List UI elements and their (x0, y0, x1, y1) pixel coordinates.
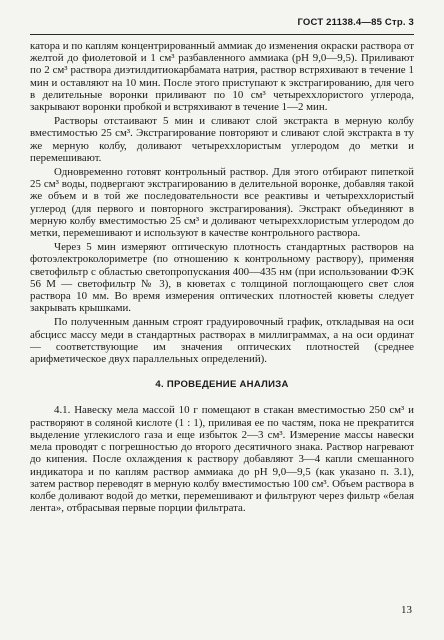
page-number: 13 (401, 604, 412, 616)
header-rule (30, 34, 414, 35)
document-header: ГОСТ 21138.4—85 Стр. 3 (297, 17, 414, 28)
paragraph-calibration-graph: По полученным данным строят градуировочный график, откладывая на оси абсцисс массу меди в стандартных растворах в миллиграммах, а на оси ординат — соответствующие им значения оптических плотностей (среднее арифметическое двух параллельных определений). (30, 316, 414, 366)
paragraph-optical-density: Через 5 мин измеряют оптическую плотность стандартных растворов на фотоэлектроколориметре (по отношению к контрольному раствору), применяя светофильтр с областью светопропускания 400—435 нм (при использовании ФЭК 56 М — светофильтр № 3), в кюветах с толщиной поглощающего свет слоя раствора 10 мм. Во время измерения оптических плотностей кюветы следует закрывать крышками. (30, 241, 414, 315)
paragraph-analysis-4-1: 4.1. Навеску мела массой 10 г помещают в стакан вместимостью 250 см³ и растворяют в соляной кислоте (1 : 1), приливая ее по частям, пока не прекратится выделение углекислого газа и еще избыток 2—3 см³. Измерение массы навески мела проводят с погрешностью до второго десятичного знака. Раствор нагревают до кипения. После охлаждения к раствору добавляют 3—4 капли смешанного индикатора и по каплям раствор аммиака до pH 9,0—9,5 (как указано п. 3.1), затем раствор переводят в мерную колбу вместимостью 100 см³. Объем раствора в колбе доливают водой до метки, перемешивают и фильтруют через фильтр «белая лента», отбрасывая первые порции фильтрата. (30, 404, 414, 515)
paragraph-settling: Растворы отстаивают 5 мин и сливают слой экстракта в мерную колбу вместимостью 25 см³. Экстрагирование повторяют и сливают слой экстракта в ту же мерную колбу, доливают четыреххлористым углеродом до метки и перемешивают. (30, 115, 414, 164)
paragraph-continuation: катора и по каплям концентрированный аммиак до изменения окраски раствора от желтой до фиолетовой и 1 см³ разбавленного аммиака (pH 9,0—9,5). Приливают по 2 см³ раствора диэтилдитиокарбамата натрия, раствор встряхивают в течение 1 мин и оставляют на 10 мин. После этого приступают к экстрагированию, для чего в делительные воронки приливают по 10 см³ четыреххлористого углерода, закрывают воронки пробкой и встряхивают в течение 1—2 мин. (30, 40, 414, 114)
section-heading: 4. ПРОВЕДЕНИЕ АНАЛИЗА (155, 379, 289, 391)
paragraph-control-solution: Одновременно готовят контрольный раствор. Для этого отбирают пипеткой 25 см³ воды, подвергают экстрагированию в делительной воронке, добавляя такой же объем и в той же последовательности все реактивы и четыреххлористый углерод (для первого и повторного экстрагирования). Экстракт объединяют в мерную колбу вместимостью 25 см³ и доливают четыреххлористым углеродом до метки, перемешивают и используют в качестве контрольного раствора. (30, 166, 414, 240)
page-content (30, 40, 414, 516)
